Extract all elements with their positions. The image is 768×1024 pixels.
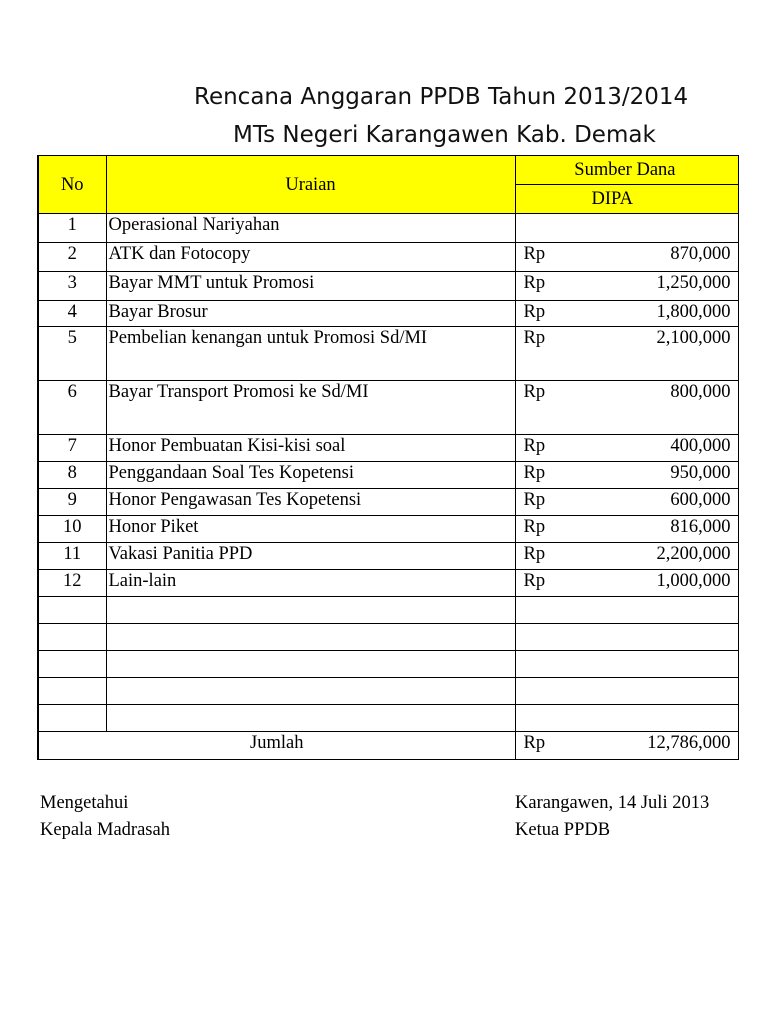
empty-row [38, 705, 738, 732]
row-amount-cell [515, 301, 738, 327]
amount-value: 600,000 [670, 490, 731, 510]
row-uraian: Honor Pengawasan Tes Kopetensi [106, 489, 515, 516]
currency-label: Rp [523, 544, 546, 564]
row-no: 5 [38, 327, 106, 381]
signature-right-line1: Karangawen, 14 Juli 2013 [515, 793, 710, 813]
total-row [38, 732, 738, 760]
empty-row [38, 651, 738, 678]
row-amount-cell [515, 214, 738, 243]
signature-left-line2: Kepala Madrasah [40, 820, 170, 840]
table-row [38, 570, 738, 597]
signature-right-line2: Ketua PPDB [515, 820, 611, 840]
signature-right [515, 790, 709, 844]
table-row [38, 462, 738, 489]
row-no: 7 [38, 435, 106, 462]
table-row [38, 272, 738, 301]
row-no: 2 [38, 243, 106, 272]
row-uraian: ATK dan Fotocopy [106, 243, 515, 272]
budget-table [37, 155, 739, 760]
table-row [38, 543, 738, 570]
table-row [38, 489, 738, 516]
currency-label: Rp [523, 273, 546, 293]
row-uraian: Lain-lain [106, 570, 515, 597]
row-uraian: Honor Piket [106, 516, 515, 543]
row-amount-cell [515, 327, 738, 381]
currency-label: Rp [523, 571, 546, 591]
currency-label: Rp [523, 244, 546, 264]
row-no: 12 [38, 570, 106, 597]
row-no: 1 [38, 214, 106, 243]
row-uraian: Honor Pembuatan Kisi-kisi soal [106, 435, 515, 462]
currency-label: Rp [523, 328, 546, 348]
currency-label: Rp [523, 517, 546, 537]
amount-value: 1,000,000 [656, 571, 731, 591]
row-uraian: Operasional Nariyahan [106, 214, 515, 243]
amount-value: 2,100,000 [656, 328, 731, 348]
row-amount-cell [515, 543, 738, 570]
empty-row [38, 624, 738, 651]
total-amount-cell [515, 732, 738, 760]
amount-value: 870,000 [670, 244, 731, 264]
total-amount-value: 12,786,000 [647, 733, 731, 753]
currency-label: Rp [523, 733, 546, 753]
document-title: Rencana Anggaran PPDB Tahun 2013/2014 [194, 84, 689, 110]
header-no: No [38, 156, 106, 214]
currency-label: Rp [523, 490, 546, 510]
amount-value: 816,000 [670, 517, 731, 537]
table-row [38, 516, 738, 543]
row-amount-cell [515, 243, 738, 272]
row-no: 3 [38, 272, 106, 301]
row-no: 10 [38, 516, 106, 543]
signature-left [40, 790, 170, 844]
row-amount-cell [515, 516, 738, 543]
amount-value: 1,800,000 [656, 302, 731, 322]
table-row [38, 327, 738, 381]
row-amount-cell [515, 381, 738, 435]
document-subtitle: MTs Negeri Karangawen Kab. Demak [233, 122, 656, 148]
amount-value: 950,000 [670, 463, 731, 483]
row-no: 8 [38, 462, 106, 489]
amount-value: 1,250,000 [656, 273, 731, 293]
currency-label: Rp [523, 382, 546, 402]
amount-value: 800,000 [670, 382, 731, 402]
row-amount-cell [515, 435, 738, 462]
row-uraian: Bayar MMT untuk Promosi [106, 272, 515, 301]
empty-row [38, 678, 738, 705]
currency-label: Rp [523, 436, 546, 456]
row-no: 4 [38, 301, 106, 327]
signature-left-line1: Mengetahui [40, 793, 129, 813]
header-sumber-dana: Sumber Dana [515, 156, 738, 185]
table-row [38, 435, 738, 462]
table-row [38, 301, 738, 327]
currency-label: Rp [523, 463, 546, 483]
row-uraian: Pembelian kenangan untuk Promosi Sd/MI [106, 327, 515, 381]
row-amount-cell [515, 570, 738, 597]
header-uraian: Uraian [106, 156, 515, 214]
row-uraian: Bayar Transport Promosi ke Sd/MI [106, 381, 515, 435]
row-no: 11 [38, 543, 106, 570]
amount-value: 2,200,000 [656, 544, 731, 564]
row-uraian: Bayar Brosur [106, 301, 515, 327]
row-uraian: Penggandaan Soal Tes Kopetensi [106, 462, 515, 489]
row-no: 6 [38, 381, 106, 435]
header-dipa: DIPA [515, 185, 738, 214]
header-row [38, 156, 738, 185]
table-row [38, 214, 738, 243]
currency-label: Rp [523, 302, 546, 322]
row-uraian: Vakasi Panitia PPD [106, 543, 515, 570]
total-label: Jumlah [38, 732, 515, 760]
amount-value: 400,000 [670, 436, 731, 456]
table-row [38, 243, 738, 272]
row-amount-cell [515, 462, 738, 489]
table-row [38, 381, 738, 435]
row-no: 9 [38, 489, 106, 516]
row-amount-cell [515, 272, 738, 301]
empty-row [38, 597, 738, 624]
row-amount-cell [515, 489, 738, 516]
